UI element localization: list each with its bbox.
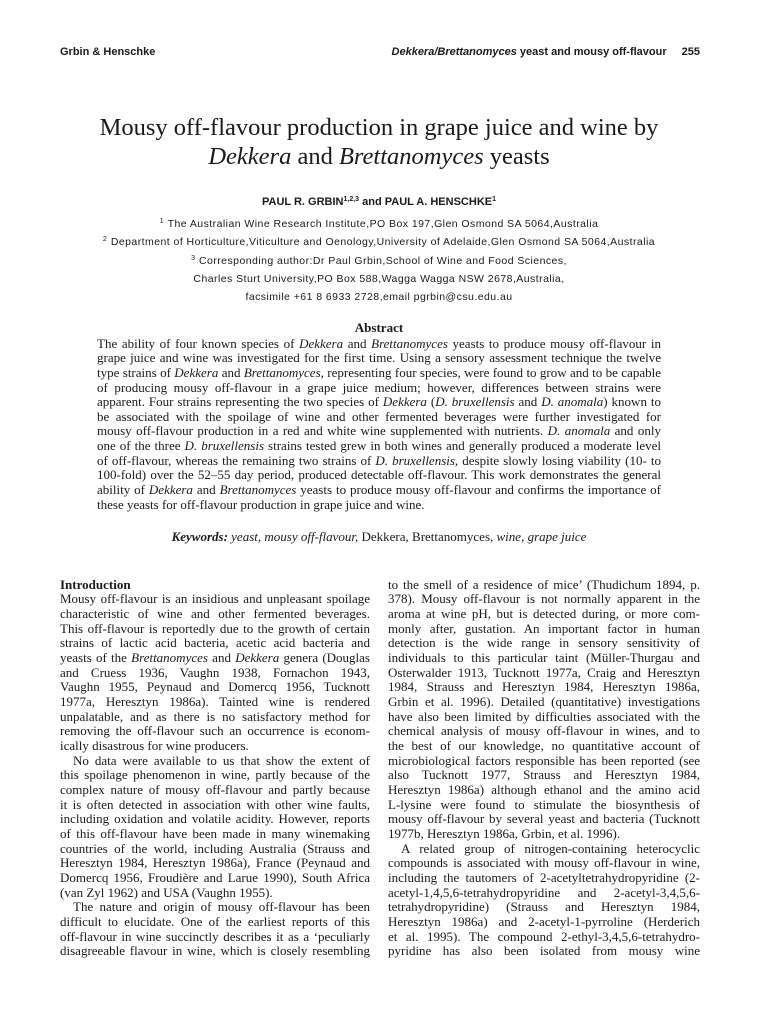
italic-run: D. bruxellensis,: [375, 452, 459, 468]
italic-run: Dekkera: [235, 650, 280, 666]
text-run: individuals to this particular taint (Müller-Thurgau and: [388, 650, 700, 666]
text-run: grape juice and wine was investigated for the first time. Using a sensory assessment technique the twelve: [97, 350, 661, 366]
title-genus-brettanomyces: Brettanomyces: [338, 143, 484, 170]
text-run: L-lysine were found to stimulate the biosynthesis of: [388, 796, 700, 812]
affiliation-line: [60, 233, 698, 251]
title-tail: yeasts: [483, 143, 550, 170]
text-run: have also been limited by difficulties associated with the: [388, 708, 700, 724]
text-line: [60, 798, 370, 813]
text-line: [388, 607, 700, 622]
text-line: [97, 381, 661, 396]
text-run: be associated with the spoilage of wine and other fermented beverages were further investigated for: [97, 408, 661, 424]
text-line: [60, 842, 370, 857]
text-run: strains of lactic acid bacteria, acetic acid bacteria and: [60, 635, 370, 651]
text-run: and: [343, 335, 372, 351]
text-run: monly after, gustation. An important factor in human: [388, 620, 700, 636]
text-run: to the smell of a residence of mice’ (Thudichum 1894, p.: [388, 576, 700, 592]
text-line: [60, 944, 370, 959]
italic-run: D. anomala: [541, 394, 604, 410]
text-line: [388, 783, 700, 798]
affiliation-line: [60, 288, 698, 306]
paragraph: [60, 900, 370, 959]
text-run: This off-flavour is reportedly due to the growth of certain: [60, 620, 370, 636]
text-line: [388, 944, 700, 959]
title-line-2: [60, 142, 698, 171]
keywords-italic: yeast, mousy off-flavour,: [227, 529, 359, 544]
keywords-italic: wine, grape juice: [493, 529, 587, 544]
affiliations: [60, 215, 698, 306]
text-run: The nature and origin of mousy off-flavour has been: [73, 899, 370, 915]
text-line: [388, 724, 700, 739]
text-run: 1977a, Heresztyn 1986a). Tainted wine is rendered: [60, 694, 370, 710]
text-run: Heresztyn 1986a) although ethanol and the amino acid: [388, 782, 700, 798]
text-run: No data were available to us that show the extent of: [73, 752, 370, 768]
keywords: [60, 530, 698, 544]
text-run: , representing four species, were found to grow and to be capable: [320, 364, 661, 380]
text-run: tetrahydropyridine) (Strauss and Heresztyn 1984,: [388, 899, 700, 915]
text-line: [60, 930, 370, 945]
text-run: Osterwalder 1913, Tucknott 1977a, Craig and Heresztyn: [388, 664, 700, 680]
affiliation-mark: 1: [159, 218, 164, 225]
text-line: [388, 666, 700, 681]
affiliation-line: [60, 215, 698, 233]
text-run: one of the three: [97, 438, 185, 454]
text-line: [60, 739, 370, 754]
text-run: including oxidation and volatile acidity. However, reports: [60, 811, 370, 827]
text-line: [388, 592, 700, 607]
text-line: [97, 424, 661, 439]
text-run: ) known to: [603, 394, 661, 410]
text-line: [388, 871, 700, 886]
text-line: [388, 930, 700, 945]
text-line: [97, 454, 661, 469]
text-run: (van Zyl 1962) and USA (Vaughn 1955).: [60, 884, 273, 900]
text-run: despite slowly losing viability (10- to: [458, 452, 662, 468]
affiliation-text: The Australian Wine Research Institute,PO Box 197,Glen Osmond SA 5064,Australia: [167, 218, 599, 230]
text-line: [97, 483, 661, 498]
italic-run: Dekkera: [382, 394, 427, 410]
running-head-authors: Grbin & Henschke: [60, 46, 156, 58]
text-run: 100-fold) over the 52–55 day period, produced detectable off-flavour. This work demonstrates the general: [97, 467, 661, 483]
title-genus-dekkera: Dekkera: [208, 143, 292, 170]
text-line: [388, 856, 700, 871]
text-run: and: [207, 650, 236, 666]
text-run: including the tautomers of 2-acetyltetrahydropyridine (2-: [388, 870, 700, 886]
text-line: [60, 827, 370, 842]
text-line: [60, 812, 370, 827]
italic-run: D. bruxellensis: [435, 394, 515, 410]
text-run: of off-flavour, whereas the remaining two strains of: [97, 452, 376, 468]
text-line: [60, 724, 370, 739]
text-line: [60, 754, 370, 769]
italic-run: Dekkera: [174, 364, 219, 380]
text-line: [97, 337, 661, 352]
text-run: (: [426, 394, 436, 410]
italic-run: Brettanomyces: [243, 364, 321, 380]
text-line: [388, 636, 700, 651]
text-line: [60, 710, 370, 725]
author-affiliation-marks: 1,2,3: [343, 196, 360, 203]
text-line: [60, 680, 370, 695]
text-run: Domercq 1956, Froudière and Larue 1990), South Africa: [60, 870, 370, 886]
text-run: 378). Mousy off-flavour is not normally apparent in the: [388, 591, 700, 607]
text-line: [388, 842, 700, 857]
text-line: [388, 695, 700, 710]
author-name: PAUL R. GRBIN: [261, 196, 344, 208]
text-line: [60, 915, 370, 930]
text-run: chemical analysis of mousy off-flavour in wines, and to: [388, 723, 700, 739]
affiliation-text: Corresponding author:Dr Paul Grbin,School of Wine and Food Sciences,: [198, 254, 567, 267]
text-run: 1984, Strauss and Heresztyn 1984, Heresztyn 1986a,: [388, 679, 700, 695]
paragraph: [60, 592, 370, 753]
text-run: and: [218, 364, 244, 380]
text-run: detection is the wide range in sensory sensitivity of: [388, 635, 700, 651]
text-run: and: [192, 481, 220, 497]
text-run: also Tucknott 1977, Strauss and Heresztyn 1984,: [388, 767, 700, 783]
italic-run: Dekkera: [148, 481, 193, 497]
text-run: strains tested grew in both wines and generally produced a moderate level: [264, 438, 661, 454]
abstract-heading: Abstract: [354, 320, 404, 335]
text-run: countries of the world, including Australia (Strauss and: [60, 840, 370, 856]
text-run: complex nature of mousy off-flavour and partly because: [60, 782, 370, 798]
text-line: [97, 498, 661, 513]
affiliation-mark: 2: [102, 236, 107, 244]
text-run: of this off-flavour have been made in many winemaking: [60, 826, 370, 842]
text-run: ically disastrous for wine producers.: [60, 738, 249, 754]
text-run: characteristic of wine and other fermented beverages.: [60, 606, 370, 622]
running-head-title: yeast and mousy off-flavour: [516, 46, 667, 58]
paragraph: [388, 842, 700, 959]
text-line: [60, 592, 370, 607]
affiliation-mark: 3: [191, 254, 195, 262]
text-line: [97, 468, 661, 483]
italic-run: Brettanomyces: [219, 481, 297, 497]
running-head-genera: Dekkera/Brettanomyces: [391, 46, 517, 58]
text-line: [388, 754, 700, 769]
text-run: yeasts of the: [60, 650, 132, 666]
text-run: unpalatable, and as there is no satisfactory method for: [60, 708, 370, 724]
text-line: [60, 607, 370, 622]
right-column: [388, 578, 700, 959]
text-line: [97, 366, 661, 381]
text-run: aroma at wine pH, but is detected during, or more com-: [388, 606, 700, 622]
text-line: [60, 783, 370, 798]
author-name: PAUL A. HENSCHKE: [384, 196, 493, 208]
text-run: yeasts to produce mousy off-flavour in: [447, 335, 661, 351]
text-run: mousy off-flavour by several yeast and bacteria (Tucknott: [388, 811, 700, 827]
text-line: [388, 915, 700, 930]
text-run: genera (Douglas: [279, 650, 370, 666]
text-run: and: [514, 394, 542, 410]
page-number: 255: [681, 46, 700, 58]
text-line: [388, 827, 700, 842]
section-heading-introduction: Introduction: [60, 576, 131, 592]
text-run: Mousy off-flavour is an insidious and unpleasant spoilage: [60, 591, 370, 607]
italic-run: Dekkera: [299, 335, 344, 351]
text-line: [388, 622, 700, 637]
text-line: [60, 768, 370, 783]
text-run: Vaughn 1955, Peynaud and Domercq 1956, Tucknott: [60, 679, 370, 695]
paper-title: [60, 113, 698, 171]
text-line: [60, 695, 370, 710]
abstract-body: [97, 337, 661, 513]
text-line: [388, 710, 700, 725]
text-run: and only: [610, 423, 661, 439]
italic-run: Brettanomyces: [371, 335, 448, 351]
text-run: the best of our knowledge, no quantitative account of: [388, 738, 700, 754]
text-run: pyridine has also been isolated from mousy wine: [388, 943, 700, 959]
paragraph: [60, 754, 370, 901]
text-run: off-flavour in wine succinctly describes it as a ‘peculiarly: [60, 928, 370, 944]
text-line: [97, 410, 661, 425]
author-conjunction: and: [359, 196, 385, 208]
italic-run: D. anomala: [547, 423, 611, 439]
text-run: these yeasts for off-flavour production in grape juice and wine.: [97, 496, 425, 512]
text-line: [60, 636, 370, 651]
text-line: [388, 886, 700, 901]
text-run: Heresztyn 1984, Heresztyn 1986a), France (Peynaud and: [60, 855, 370, 871]
text-line: [60, 900, 370, 915]
text-run: this spoilage phenomenon in wine, partly because of the: [60, 767, 370, 783]
text-line: [388, 812, 700, 827]
italic-run: Brettanomyces: [131, 650, 208, 666]
author-affiliation-marks: 1: [492, 196, 497, 203]
text-run: type strains of: [97, 364, 175, 380]
text-run: 1977b, Heresztyn 1986a, Grbin, et al. 1996).: [388, 826, 621, 842]
text-run: The ability of four known species of: [97, 335, 300, 351]
text-run: et al. 1995). The compound 2-ethyl-3,4,5,6-tetrahydro-: [388, 928, 700, 944]
text-line: [97, 395, 661, 410]
title-line-1: Mousy off-flavour production in grape juice and wine by: [99, 114, 659, 141]
left-column: [60, 578, 370, 959]
text-line: [60, 622, 370, 637]
text-line: [388, 768, 700, 783]
text-line: [60, 871, 370, 886]
text-line: [388, 578, 700, 593]
text-line: [60, 856, 370, 871]
text-run: Heresztyn 1986a) and 2-acetyl-1-pyrroline (Herderich: [388, 914, 700, 930]
affiliation-line: [60, 252, 698, 270]
text-run: of producing mousy off-flavour in a grape juice medium; however, differences between strains were: [97, 379, 661, 395]
text-line: [388, 680, 700, 695]
paragraph: [388, 578, 700, 842]
text-line: [60, 666, 370, 681]
text-run: and Cruess 1936, Vaughn 1938, Fornachon 1943,: [60, 664, 370, 680]
text-line: [388, 798, 700, 813]
text-run: mousy off-flavour production in a red and white wine supplemented with nutrients.: [97, 423, 548, 439]
affiliation-text: Department of Horticulture,Viticulture and Oenology,University of Adelaide,Glen Osmond SA 5064,Australia: [110, 236, 656, 249]
text-run: disagreeable flavour in wine, which is closely resembling: [60, 943, 370, 959]
author-list: [60, 195, 698, 209]
text-run: apparent. Four strains representing the two species of: [97, 394, 383, 410]
text-line: [97, 439, 661, 454]
text-line: [388, 739, 700, 754]
text-run: acetyl-1,4,5,6-tetrahydropyridine and 2-acetyl-3,4,5,6-: [388, 884, 700, 900]
affiliation-line: [60, 270, 698, 288]
italic-run: D. bruxellensis: [184, 438, 265, 454]
keywords-genera: Dekkera, Brettanomyces,: [358, 529, 494, 544]
title-conjunction: and: [291, 143, 339, 170]
text-line: [388, 651, 700, 666]
text-run: difficult to elucidate. One of the earliest reports of this: [60, 914, 370, 930]
affiliation-text: Charles Sturt University,PO Box 588,Wagga Wagga NSW 2678,Australia,: [193, 272, 565, 285]
text-line: [97, 351, 661, 366]
text-run: Grbin et al. 1996). Detailed (quantitative) investigations: [388, 694, 700, 710]
text-run: it is often detected in association with other wine faults,: [60, 796, 370, 812]
text-line: [60, 886, 370, 901]
text-run: A related group of nitrogen-containing heterocyclic: [401, 840, 700, 856]
affiliation-contact: facsimile +61 8 6933 2728,email pgrbin@csu.edu.au: [245, 291, 513, 304]
text-line: [388, 900, 700, 915]
text-run: ability of: [97, 481, 149, 497]
text-run: microbiological factors responsible has been reported (see: [388, 752, 700, 768]
text-run: compounds is associated with mousy off-flavour in wine,: [388, 855, 700, 871]
text-line: [60, 651, 370, 666]
keywords-label: Keywords:: [171, 529, 228, 544]
text-run: removing the off-flavour such an occurrence is econom-: [60, 723, 370, 739]
text-run: yeasts to produce mousy off-flavour and confirms the importance of: [296, 481, 661, 497]
running-head: [392, 44, 700, 60]
